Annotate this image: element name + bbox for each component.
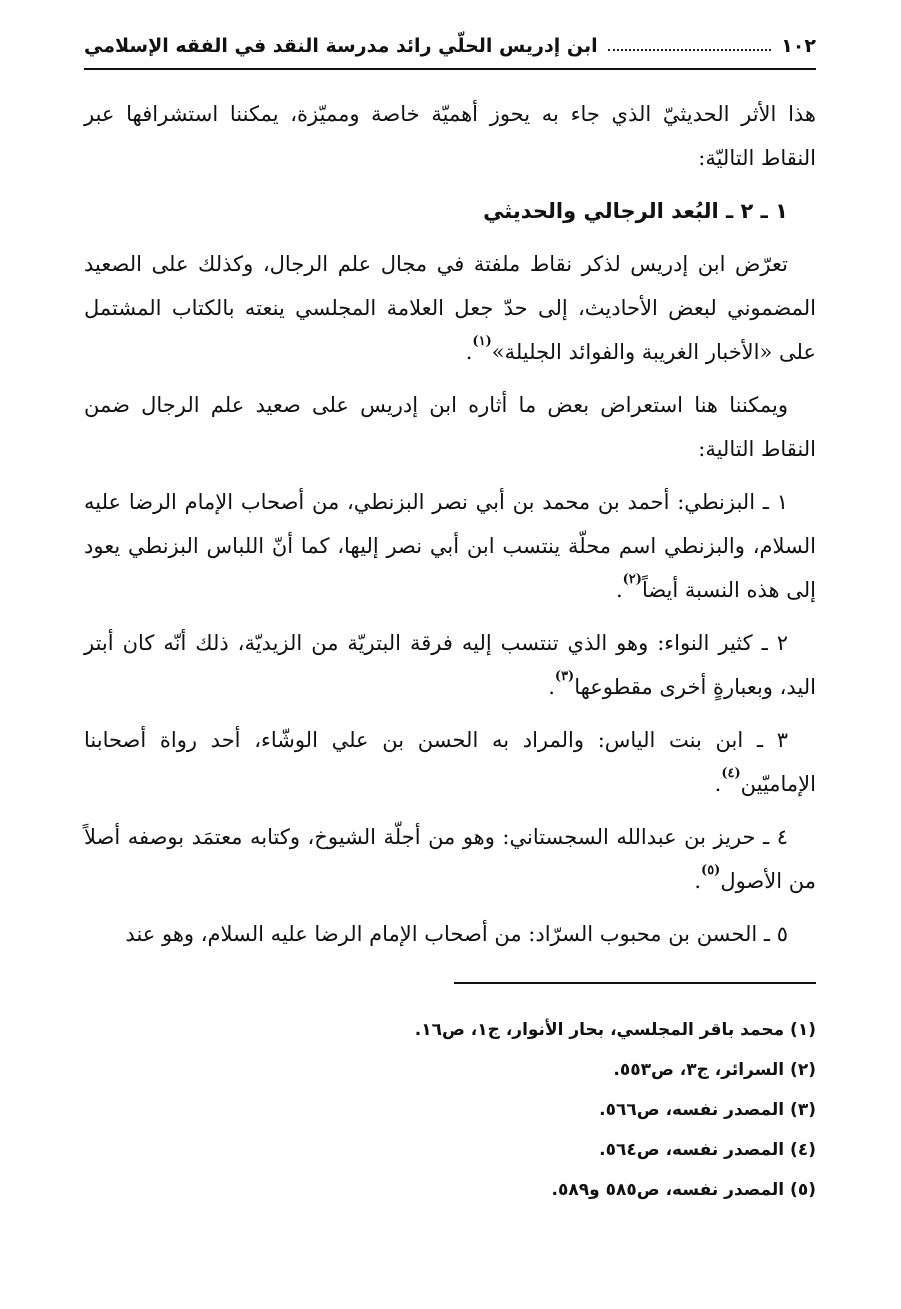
footnote-1: (١) محمد باقر المجلسي، بحار الأنوار، ج١، ص١٦. [414, 1020, 816, 1040]
list-item-1-text: ١ ـ البزنطي: أحمد بن محمد بن أبي نصر البزنطي، من أصحاب الإمام الرضا عليه السلام، والبزنطي اسم محلّة ينتسب ابن أبي نصر إليها، كما أنّ اللباس البزنطي يعود إلى هذه النسبة أيضاً [84, 490, 816, 602]
paragraph-1-text: تعرّض ابن إدريس لذكر نقاط ملفتة في مجال علم الرجال، وكذلك على الصعيد المضموني لبعض الأحاديث، إلى حدّ جعل العلامة المجلسي ينعته بالكتاب المشتمل على «الأخبار الغريبة والفوائد الجليلة» [84, 252, 816, 364]
footnote-ref-1: (١) [472, 334, 492, 349]
list-item-2 [84, 621, 816, 709]
footnote-rule [454, 982, 816, 984]
running-title: ابن إدريس الحلّي رائد مدرسة النقد في الفقه الإسلامي [84, 35, 598, 57]
footnote-ref-3: (٣) [554, 669, 575, 684]
list-item-1 [84, 480, 816, 612]
list-item-3 [84, 718, 816, 806]
paragraph-1 [84, 242, 816, 374]
list-item-5: ٥ ـ الحسن بن محبوب السرّاد: من أصحاب الإمام الرضا عليه السلام، وهو عند [125, 922, 788, 946]
list-item-2-text: ٢ ـ كثير النواء: وهو الذي تنتسب إليه فرقة البتريّة من الزيديّة، ذلك أنّه كان أبتر اليد، وبعبارةٍ أخرى مقطوعها [84, 631, 816, 699]
section-heading: ١ ـ ٢ ـ البُعد الرجالي والحديثي [483, 199, 788, 223]
footnote-ref-5: (٥) [701, 863, 721, 878]
footnote-3: (٣) المصدر نفسه، ص٥٦٦. [599, 1100, 816, 1120]
period: . [465, 340, 473, 364]
period: . [694, 869, 702, 893]
footnote-ref-2: (٢) [622, 572, 642, 587]
header-rule [84, 68, 816, 70]
page-number: ١٠٢ [781, 35, 816, 57]
period: . [548, 675, 555, 699]
period: . [615, 578, 623, 602]
paragraph-2: ويمكننا هنا استعراض بعض ما أثاره ابن إدريس على صعيد علم الرجال ضمن النقاط التالية: [84, 393, 816, 461]
list-item-4-text: ٤ ـ حريز بن عبدالله السجستاني: وهو من أجلّة الشيوخ، وكتابه معتمَد بوصفه أصلاً من الأصول [84, 825, 816, 893]
list-item-4 [84, 815, 816, 903]
footnote-4: (٤) المصدر نفسه، ص٥٦٤. [599, 1140, 816, 1160]
footnote-ref-4: (٤) [721, 766, 741, 781]
intro-paragraph: هذا الأثر الحديثيّ الذي جاء به يحوز أهميّة خاصة ومميّزة، يمكننا استشرافها عبر النقاط التاليّة: [84, 102, 816, 170]
running-header [84, 26, 816, 66]
list-item-3-text: ٣ ـ ابن بنت الياس: والمراد به الحسن بن علي الوشّاء، أحد رواة أصحابنا الإماميّين [84, 728, 816, 796]
body-text [84, 92, 816, 965]
period: . [714, 772, 722, 796]
footnote-5: (٥) المصدر نفسه، ص٥٨٥ و٥٨٩. [551, 1180, 816, 1200]
header-dot-leader [608, 49, 772, 51]
footnotes [84, 1010, 816, 1210]
footnote-2: (٢) السرائر، ج٣، ص٥٥٣. [613, 1060, 816, 1080]
